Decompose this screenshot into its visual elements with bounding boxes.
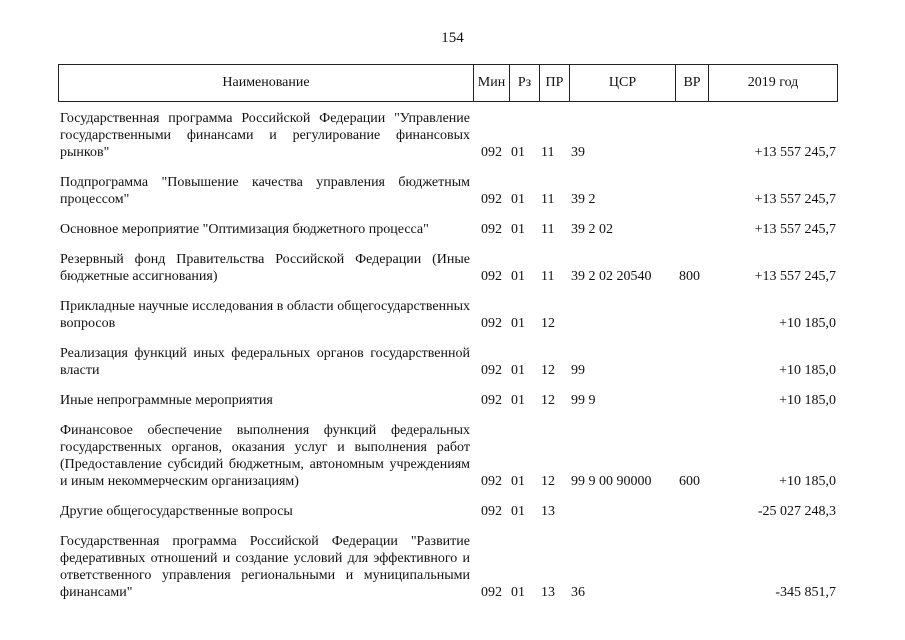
- row-rz: 01: [511, 363, 525, 378]
- page-number: 154: [441, 30, 464, 46]
- row-min: 092: [481, 316, 502, 331]
- row-value: +13 557 245,7: [754, 269, 836, 284]
- table-row: [0, 422, 905, 490]
- row-name: Другие общегосударственные вопросы: [60, 504, 293, 519]
- row-min: 092: [481, 192, 502, 207]
- row-rz: 01: [511, 192, 525, 207]
- row-min: 092: [481, 363, 502, 378]
- row-pr: 12: [541, 363, 555, 378]
- table-row: [0, 345, 905, 379]
- row-csr: 36: [571, 585, 585, 600]
- row-rz: 01: [511, 474, 525, 489]
- row-min: 092: [481, 504, 502, 519]
- row-csr: 39 2 02: [571, 222, 613, 237]
- row-rz: 01: [511, 504, 525, 519]
- row-rz: 01: [511, 269, 525, 284]
- row-name: Основное мероприятие "Оптимизация бюджетного процесса": [60, 222, 429, 237]
- row-min: 092: [481, 222, 502, 237]
- row-min: 092: [481, 393, 502, 408]
- header-csr: ЦСР: [570, 65, 676, 102]
- row-pr: 11: [541, 145, 555, 160]
- row-csr: 99 9 00 90000: [571, 474, 652, 489]
- row-pr: 11: [541, 192, 555, 207]
- row-name: Иные непрограммные мероприятия: [60, 393, 273, 408]
- row-pr: 12: [541, 393, 555, 408]
- row-value: +13 557 245,7: [754, 222, 836, 237]
- row-rz: 01: [511, 222, 525, 237]
- header-year: 2019 год: [709, 65, 838, 102]
- row-name: Государственная программа Российской Федерации "Развитие федеративных отношений и создание условий для эффективного и ответственного управления региональными и муниципальными финансами": [60, 534, 470, 600]
- row-csr: 39: [571, 145, 585, 160]
- table-row: [0, 392, 905, 409]
- row-csr: 99 9: [571, 393, 596, 408]
- table-row: [0, 110, 905, 161]
- header-min: Мин: [474, 65, 510, 102]
- row-value: +10 185,0: [779, 393, 836, 408]
- row-name: Прикладные научные исследования в области общегосударственных вопросов: [60, 299, 470, 331]
- row-min: 092: [481, 145, 502, 160]
- row-value: -345 851,7: [775, 585, 836, 600]
- row-rz: 01: [511, 585, 525, 600]
- row-pr: 11: [541, 269, 555, 284]
- row-min: 092: [481, 269, 502, 284]
- row-value: +10 185,0: [779, 363, 836, 378]
- row-min: 092: [481, 474, 502, 489]
- table-row: [0, 251, 905, 285]
- table-row: [0, 174, 905, 208]
- table-row: [0, 533, 905, 601]
- row-value: +13 557 245,7: [754, 192, 836, 207]
- row-name: Государственная программа Российской Федерации "Управление государственными финансами и регулирование финансовых рынков": [60, 111, 470, 160]
- table-row: [0, 503, 905, 520]
- row-name: Реализация функций иных федеральных органов государственной власти: [60, 346, 470, 378]
- row-csr: 99: [571, 363, 585, 378]
- row-value: -25 027 248,3: [757, 504, 836, 519]
- header-pr: ПР: [540, 65, 570, 102]
- row-vr: 800: [679, 269, 700, 284]
- row-csr: 39 2: [571, 192, 596, 207]
- row-value: +13 557 245,7: [754, 145, 836, 160]
- row-pr: 11: [541, 222, 555, 237]
- row-csr: 39 2 02 20540: [571, 269, 652, 284]
- row-name: Подпрограмма "Повышение качества управления бюджетным процессом": [60, 175, 470, 207]
- row-name: Финансовое обеспечение выполнения функций федеральных государственных органов, оказания услуг и выполнения работ (Предоставление субсидий бюджетным, автономным учреждениям и иным некоммерческим организациям): [60, 423, 470, 489]
- header-vr: ВР: [676, 65, 709, 102]
- row-min: 092: [481, 585, 502, 600]
- row-rz: 01: [511, 316, 525, 331]
- row-rz: 01: [511, 393, 525, 408]
- row-vr: 600: [679, 474, 700, 489]
- row-pr: 12: [541, 316, 555, 331]
- table-body: [0, 110, 905, 614]
- row-value: +10 185,0: [779, 474, 836, 489]
- table-row: [0, 221, 905, 238]
- row-pr: 13: [541, 504, 555, 519]
- row-rz: 01: [511, 145, 525, 160]
- row-pr: 13: [541, 585, 555, 600]
- header-rz: Рз: [510, 65, 540, 102]
- row-name: Резервный фонд Правительства Российской Федерации (Иные бюджетные ассигнования): [60, 252, 470, 284]
- row-pr: 12: [541, 474, 555, 489]
- table-header: [58, 64, 838, 102]
- header-name: Наименование: [59, 65, 474, 102]
- table-row: [0, 298, 905, 332]
- row-value: +10 185,0: [779, 316, 836, 331]
